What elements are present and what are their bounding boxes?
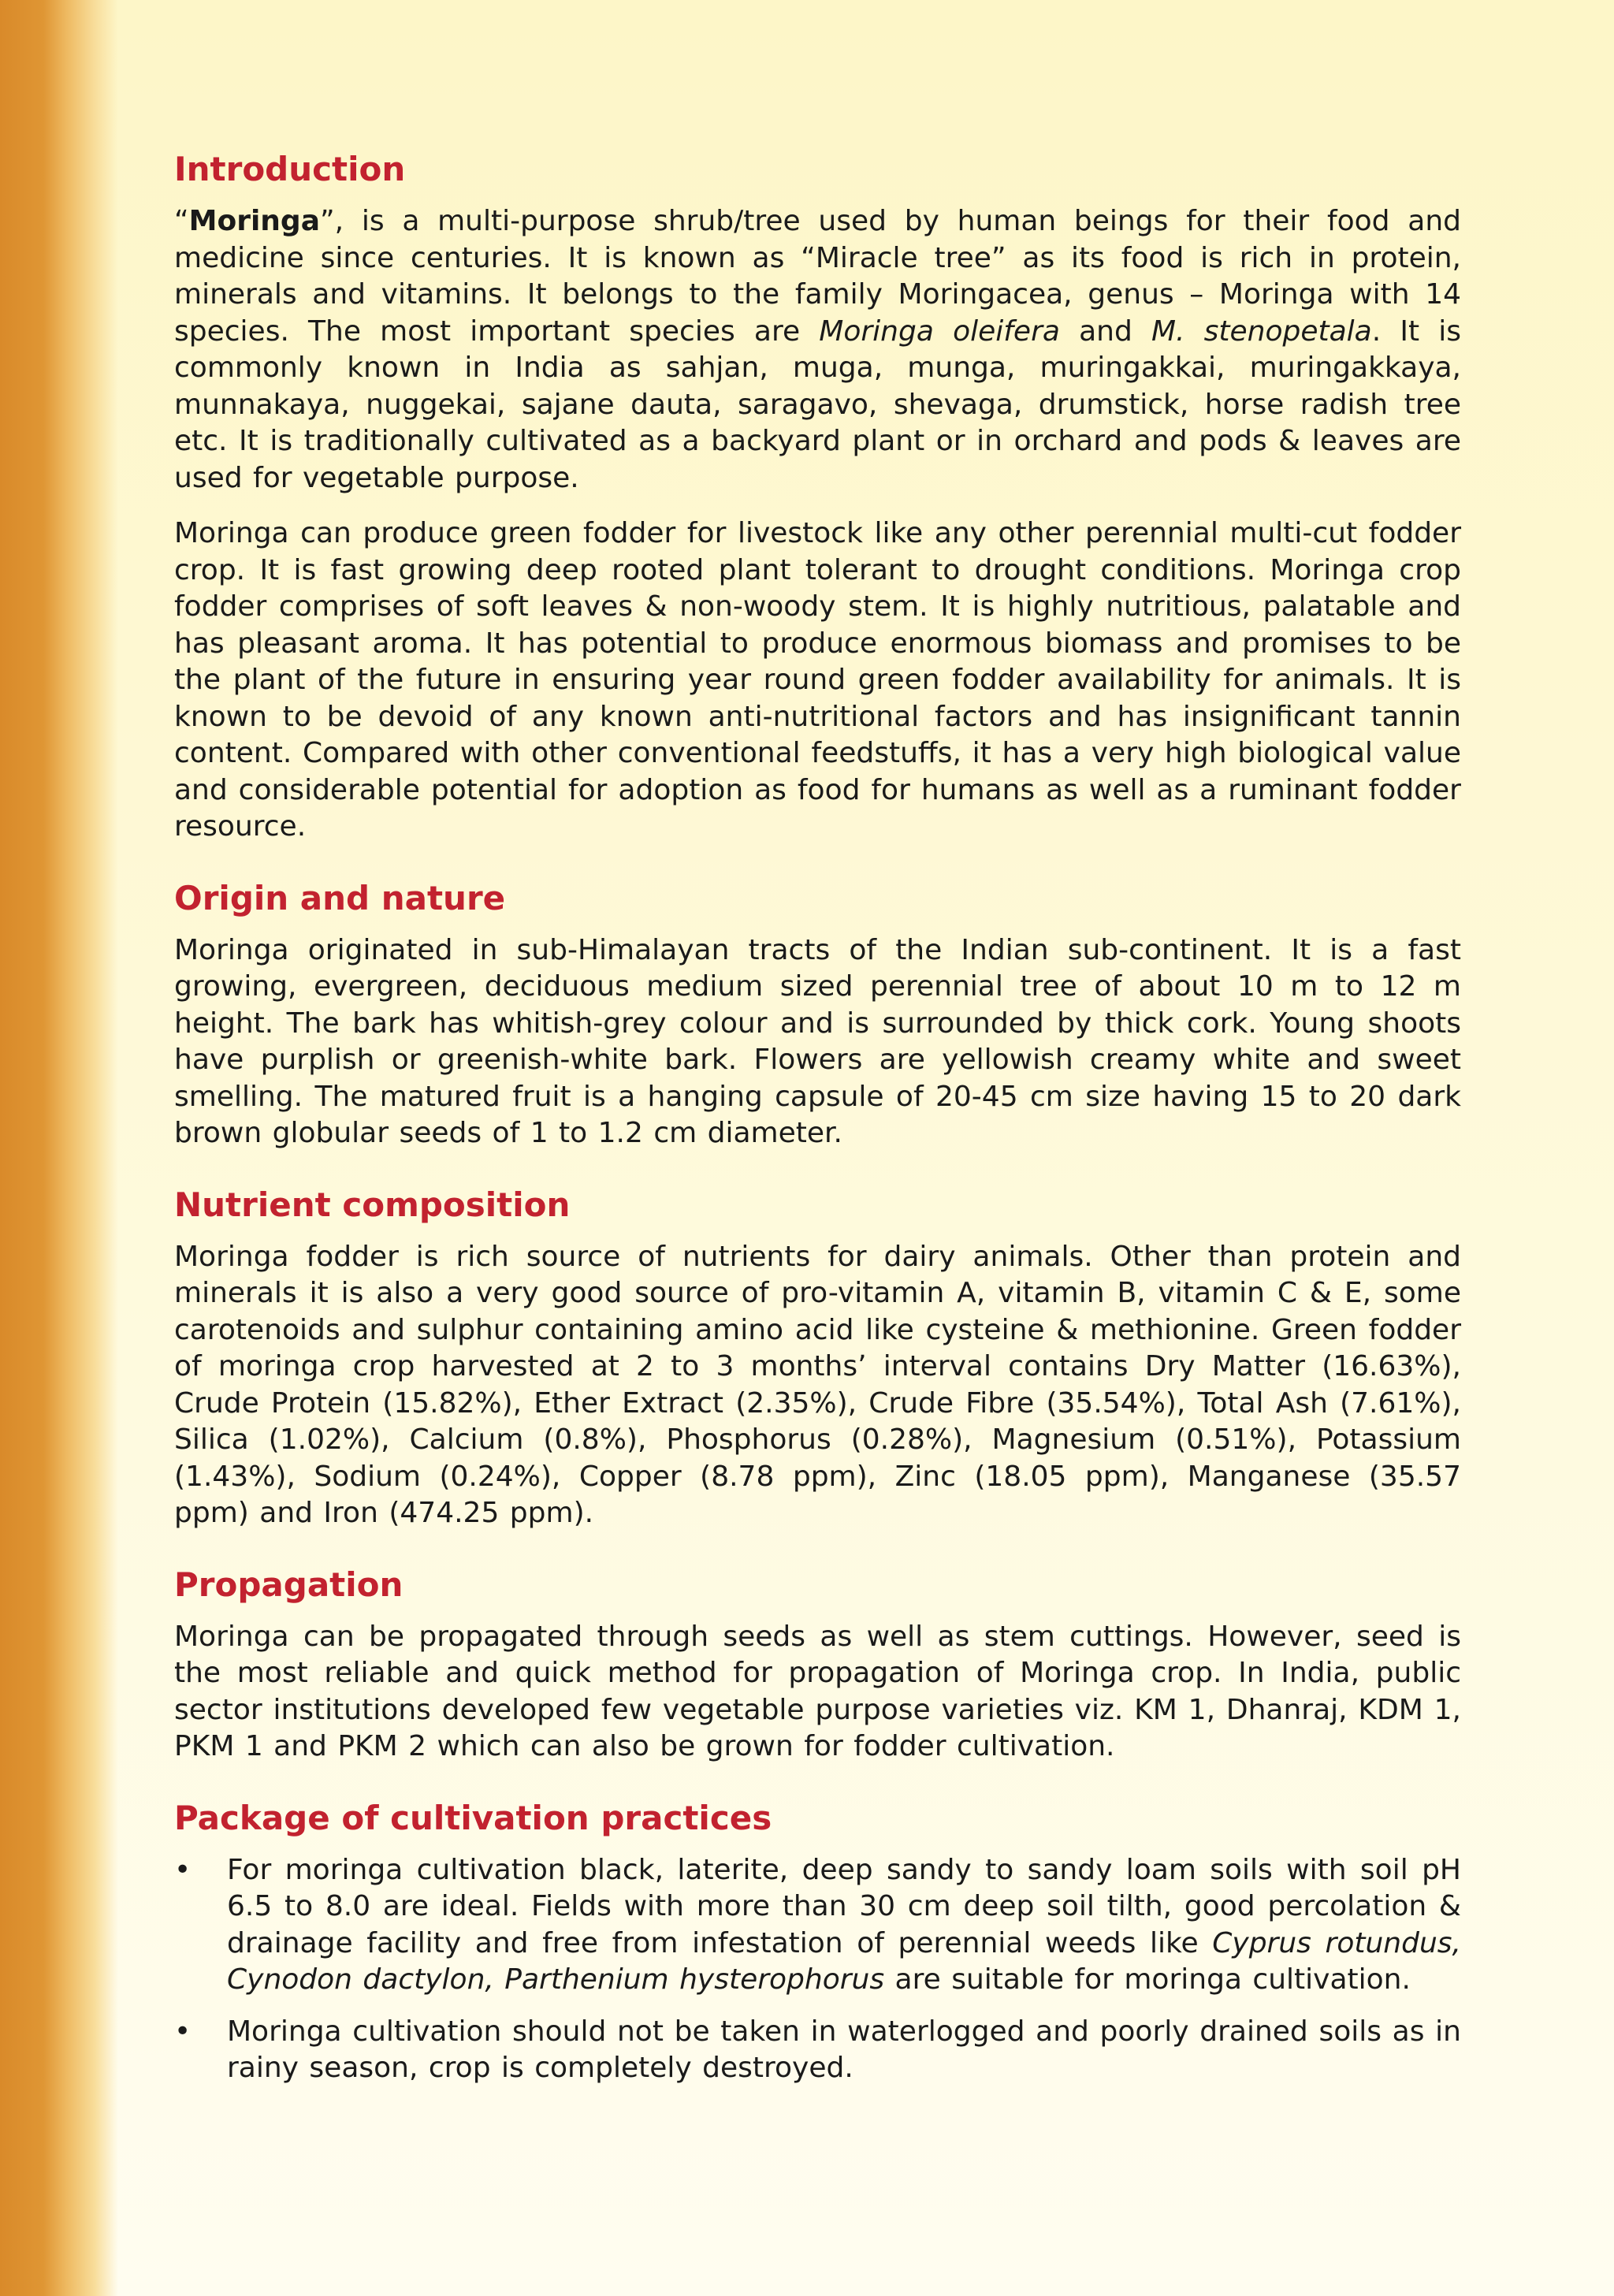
intro-text-3: . It is commonly known in India as sahjan, muga, munga, muringakkai, muringakkaya, munnakaya, nuggekai, sajane dauta, saragavo, shevaga, drumstick, horse radish tree etc. It is traditionally cultivated as a backyard plant or in orchard and pods & leaves are used for vegetable purpose. — [174, 314, 1461, 494]
list-item — [174, 2014, 1461, 2087]
bullet-1-text-1: For moringa cultivation black, laterite, deep sandy to sandy loam soils with soil pH 6.5 to 8.0 are ideal. Fields with more than 30 cm deep soil tilth, good percolation & drainage facility and free from infestation of perennial weeds like — [227, 1853, 1461, 1959]
practices-list — [174, 1852, 1461, 2087]
section-introduction — [174, 147, 1461, 846]
bullet-icon: • — [174, 2015, 192, 2048]
species-stenopetala: M. stenopetala — [1151, 314, 1372, 348]
decorative-side-band — [0, 0, 118, 2296]
intro-text-1: ”, is a multi-purpose shrub/tree used by human beings for their food and medicine since centuries. It is known as “Miracle tree” as its food is rich in protein, minerals and vitamins. It belongs to the family Moringacea, genus – Moringa with 14 species. The most important species are — [174, 205, 1461, 348]
heading-introduction: Introduction — [174, 150, 406, 188]
intro-paragraph-2: Moringa can produce green fodder for livestock like any other perennial multi-cut fodder crop. It is fast growing deep rooted plant tolerant to drought conditions. Moringa crop fodder comprises of soft leaves & non-woody stem. It is highly nutritious, palatable and has pleasant aroma. It has potential to produce enormous biomass and promises to be the plant of the future in ensuring year round green fodder availability for animals. It is known to be devoid of any known anti-nutritional factors and has insignificant tannin content. Compared with other conventional feedstuffs, it has a very high biological value and considerable potential for adoption as food for humans as well as a ruminant fodder resource. — [174, 517, 1461, 843]
intro-paragraph-1 — [174, 203, 1461, 497]
moringa-bold: Moringa — [188, 205, 320, 237]
propagation-paragraph: Moringa can be propagated through seeds as well as stem cuttings. However, seed is the most reliable and quick method for propagation of Moringa crop. In India, public sector institutions developed few vegetable purpose varieties viz. KM 1, Dhanraj, KDM 1, PKM 1 and PKM 2 which can also be grown for fodder cultivation. — [174, 1620, 1461, 1762]
species-oleifera: Moringa oleifera — [819, 314, 1060, 348]
bullet-2-text: Moringa cultivation should not be taken in waterlogged and poorly drained soils as in rainy season, crop is completely destroyed. — [227, 2015, 1461, 2084]
nutrient-paragraph: Moringa fodder is rich source of nutrients for dairy animals. Other than protein and minerals it is also a very good source of pro-vitamin A, vitamin B, vitamin C & E, some carotenoids and sulphur containing amino acid like cysteine & methionine. Green fodder of moringa crop harvested at 2 to 3 months’ interval contains Dry Matter (16.63%), Crude Protein (15.82%), Ether Extract (2.35%), Crude Fibre (35.54%), Total Ash (7.61%), Silica (1.02%), Calcium (0.8%), Phosphorus (0.28%), Magnesium (0.51%), Potassium (1.43%), Sodium (0.24%), Copper (8.78 ppm), Zinc (18.05 ppm), Manganese (35.57 ppm) and Iron (474.25 ppm). — [174, 1240, 1461, 1529]
section-nutrient — [174, 1182, 1461, 1532]
section-origin — [174, 876, 1461, 1152]
heading-origin: Origin and nature — [174, 878, 506, 917]
open-quote: “ — [174, 205, 189, 237]
bullet-1-text-2: are suitable for moringa cultivation. — [884, 1963, 1411, 1996]
list-item — [174, 1852, 1461, 1999]
heading-propagation: Propagation — [174, 1565, 404, 1604]
document-body — [174, 147, 1461, 2117]
section-propagation — [174, 1562, 1461, 1766]
section-package — [174, 1795, 1461, 2087]
origin-paragraph: Moringa originated in sub-Himalayan tracts of the Indian sub-continent. It is a fast growing, evergreen, deciduous medium sized perennial tree of about 10 m to 12 m height. The bark has whitish-grey colour and is surrounded by thick cork. Young shoots have purplish or greenish-white bark. Flowers are yellowish creamy white and sweet smelling. The matured fruit is a hanging capsule of 20-45 cm size having 15 to 20 dark brown globular seeds of 1 to 1.2 cm diameter. — [174, 933, 1461, 1149]
bullet-icon: • — [174, 1853, 192, 1886]
heading-nutrient: Nutrient composition — [174, 1185, 571, 1224]
heading-package: Package of cultivation practices — [174, 1798, 772, 1837]
intro-text-2: and — [1059, 314, 1151, 348]
weed-species: Cyprus rotundus, Cynodon dactylon, Parthenium hysterophorus — [227, 1926, 1461, 1996]
